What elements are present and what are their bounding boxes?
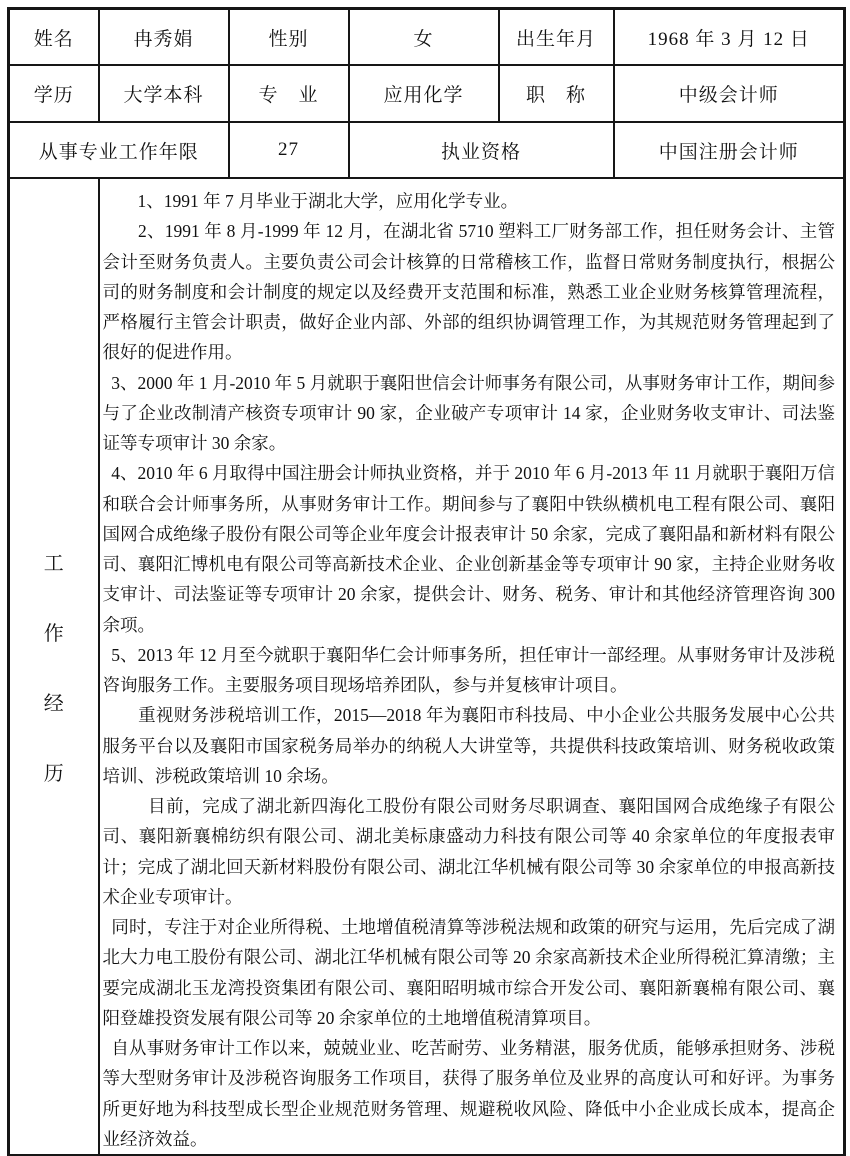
work-paragraph: 3、2000 年 1 月-2010 年 5 月就职于襄阳世信会计师事务有限公司，从事财务审计工作，期间参与了企业改制清产核资专项审计 90 家，企业破产专项审计 14 家，企业财务收支审计、司法鉴证等专项审计 30 余家。 (102, 372, 835, 453)
row-basic-2 (9, 65, 845, 122)
birth-value-cell: 1968 年 3 月 12 日 (614, 9, 845, 66)
work-history-label-char: 作 (43, 623, 64, 645)
work-paragraph: 5、2013 年 12 月至今就职于襄阳华仁会计师事务所，担任审计一部经理。从事财务审计及涉税咨询服务工作。主要服务项目现场培养团队，参与并复核审计项目。 (102, 644, 835, 695)
resume-table (7, 7, 846, 1156)
work-paragraph: 自从事财务审计工作以来，兢兢业业、吃苦耐劳、业务精湛，服务优质，能够承担财务、涉税等大型财务审计及涉税咨询服务工作项目，获得了服务单位及业界的高度认可和好评。为事务所更好地为科技型成长型企业规范财务管理、规避税收风险、降低中小企业成长成本，提高企业经济效益。 (102, 1038, 835, 1149)
qualification-value-cell: 中国注册会计师 (614, 122, 845, 178)
work-history-label-char: 工 (43, 553, 64, 575)
title-value-cell: 中级会计师 (614, 65, 845, 122)
work-paragraph: 1、1991 年 7 月毕业于湖北大学，应用化学专业。 (102, 191, 519, 211)
work-history-content-cell (99, 178, 845, 1156)
birth-label-cell: 出生年月 (499, 9, 614, 66)
row-work-history (9, 178, 845, 1156)
education-label-cell: 学历 (9, 65, 99, 122)
major-value-cell: 应用化学 (349, 65, 499, 122)
work-paragraph: 4、2010 年 6 月取得中国注册会计师执业资格，并于 2010 年 6 月-2013 年 11 月就职于襄阳万信和联合会计师事务所，从事财务审计工作。期间参与了襄阳中铁纵横机电工程有限公司、襄阳国网合成绝缘子股份有限公司等企业年度会计报表审计 50 余家，完成了襄阳晶和新材料有限公司、襄阳汇博机电有限公司等高新技术企业、企业创新基金等专项审计 90 家，主持企业财务收支审计、司法鉴证等专项审计 20 余家，提供会计、财务、税务、审计和其他经济管理咨询 300 余项。 (102, 463, 835, 635)
title-label-cell: 职 称 (499, 65, 614, 122)
qualification-label-cell: 执业资格 (349, 122, 614, 178)
gender-label-cell: 性别 (229, 9, 349, 66)
row-basic-1 (9, 9, 845, 66)
major-label-cell: 专 业 (229, 65, 349, 122)
work-paragraph: 重视财务涉税培训工作，2015—2018 年为襄阳市科技局、中小企业公共服务发展中心公共服务平台以及襄阳市国家税务局举办的纳税人大讲堂等，共提供科技政策培训、财务税收政策培训、涉税政策培训 10 余场。 (102, 705, 835, 786)
work-history-vertical-label (12, 547, 96, 786)
work-paragraph: 2、1991 年 8 月-1999 年 12 月，在湖北省 5710 塑料工厂财务部工作，担任财务会计、主管会计至财务负责人。主要负责公司会计核算的日常稽核工作，监督日常财务制度执行，根据公司的财务制度和会计制度的规定以及经费开支范围和标准，熟悉工业企业财务核算管理流程，严格履行主管会计职责，做好企业内部、外部的组织协调管理工作，为其规范财务管理起到了很好的促进作用。 (102, 221, 835, 363)
education-value-cell: 大学本科 (99, 65, 229, 122)
name-label-cell: 姓名 (9, 9, 99, 66)
years-value-cell: 27 (229, 122, 349, 178)
work-history-label-char: 历 (43, 763, 64, 785)
years-label-cell: 从事专业工作年限 (9, 122, 229, 178)
name-value-cell: 冉秀娟 (99, 9, 229, 66)
row-basic-3 (9, 122, 845, 178)
work-paragraph: 同时，专注于对企业所得税、土地增值税清算等涉税法规和政策的研究与运用，先后完成了湖北大力电工股份有限公司、湖北江华机械有限公司等 20 余家高新技术企业所得税汇算清缴；主要完成湖北玉龙湾投资集团有限公司、襄阳昭明城市综合开发公司、襄阳新襄棉有限公司、襄阳登雄投资发展有限公司等 20 余家单位的土地增值税清算项目。 (102, 917, 835, 1028)
work-history-label-char: 经 (43, 693, 64, 715)
work-history-label-cell (9, 178, 99, 1156)
work-paragraph: 目前，完成了湖北新四海化工股份有限公司财务尽职调查、襄阳国网合成绝缘子有限公司、襄阳新襄棉纺织有限公司、湖北美标康盛动力科技有限公司等 40 余家单位的年度报表审计；完成了湖北回天新材料股份有限公司、湖北江华机械有限公司等 30 余家单位的申报高新技术企业专项审计。 (102, 796, 835, 907)
gender-value-cell: 女 (349, 9, 499, 66)
